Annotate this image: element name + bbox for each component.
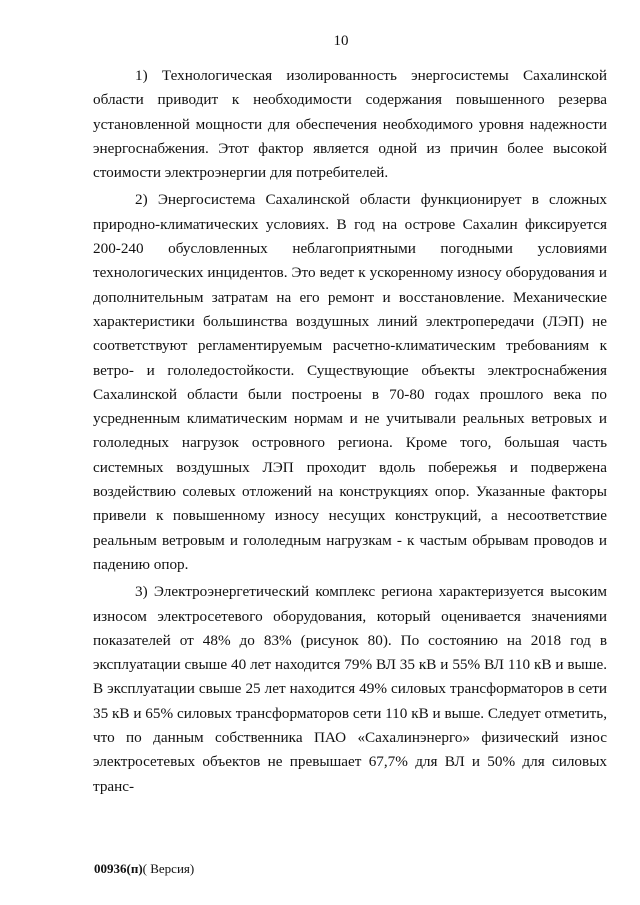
page-number: 10 [333, 33, 349, 49]
paragraph-2: 2) Энергосистема Сахалинской области функционирует в сложных природно-климатических условиях. В год на острове Сахалин фиксируется 200-240 обусловленных неблагоприятными погодными условиями технологических инцидентов. Это ведет к ускоренному износу оборудования и дополнительным затратам на его ремонт и восстановление. Механические характеристики большинства воздушных линий электропередачи (ЛЭП) не соответствуют регламентируемым расчетно-климатическим требованиям к ветро- и гололедостойкости. Существующие объекты электроснабжения Сахалинской области были построены в 70-80 годах прошлого века по усредненным климатическим нормам и не учитывали реальных ветровых и гололедных нагрузок островного региона. Кроме того, большая часть системных воздушных ЛЭП проходит вдоль побережья и подвержена воздействию солевых отложений на конструкциях опор. Указанные факторы привели к повышенному износу несущих конструкций, а несоответствие реальным ветровым и гололедным нагрузкам - к частым обрывам проводов и падению опор. [93, 191, 607, 573]
footer-code: 00936(п) [94, 861, 143, 876]
body-text [93, 64, 607, 799]
paragraph-1: 1) Технологическая изолированность энергосистемы Сахалинской области приводит к необходимости содержания повышенного резерва установленной мощности для обеспечения необходимого уровня надежности энергоснабжения. Этот фактор является одной из причин более высокой стоимости электроэнергии для потребителей. [93, 67, 607, 182]
footer-version-label: ( Версия) [142, 861, 195, 876]
document-footer [94, 861, 194, 877]
paragraph-3: 3) Электроэнергетический комплекс региона характеризуется высоким износом электросетевого оборудования, который оценивается значениями показателей от 48% до 83% (рисунок 80). По состоянию на 2018 год в эксплуатации свыше 40 лет находится 79% ВЛ 35 кВ и 55% ВЛ 110 кВ и выше. В эксплуатации свыше 25 лет находится 49% силовых трансформаторов в сети 35 кВ и 65% силовых трансформаторов сети 110 кВ и выше. Следует отметить, что по данным собственника ПАО «Сахалинэнерго» физический износ электросетевых объектов не превышает 67,7% для ВЛ и 50% для силовых транс- [93, 583, 607, 795]
